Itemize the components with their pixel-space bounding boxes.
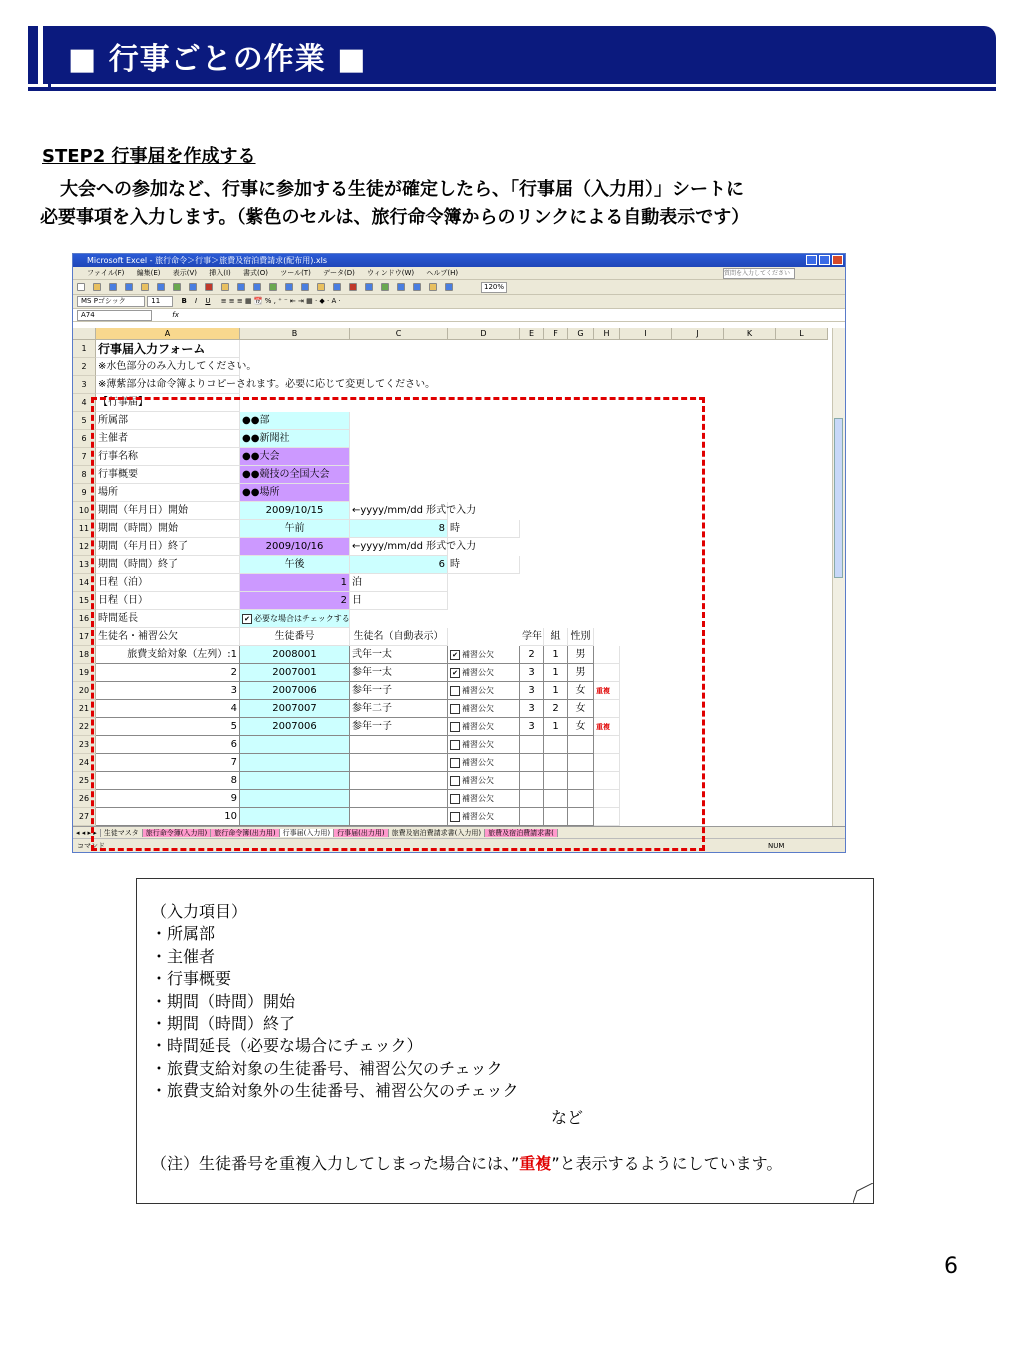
help-search-input[interactable]: 質問を入力してください — [723, 268, 795, 279]
toolbar-tool-icon[interactable] — [429, 283, 437, 291]
toolbar-tool-icon[interactable] — [397, 283, 405, 291]
bold-icon[interactable]: B — [181, 297, 187, 305]
row-header[interactable]: 19 — [73, 664, 96, 682]
title-banner — [28, 26, 996, 90]
toolbar-tool-icon[interactable] — [253, 283, 261, 291]
cell-a[interactable]: 3 — [96, 682, 240, 700]
note-lines — [151, 901, 519, 1103]
column-header-e[interactable]: E — [520, 328, 544, 340]
checkbox-label: 必要な場合はチェックする — [254, 614, 350, 623]
cell-b[interactable]: 生徒番号 — [240, 628, 350, 646]
class-cell[interactable]: 1 — [544, 646, 568, 664]
row-header[interactable]: 25 — [73, 772, 96, 790]
cell-a[interactable]: 行事名称 — [96, 448, 240, 466]
row-header[interactable]: 23 — [73, 736, 96, 754]
column-header-b[interactable]: B — [240, 328, 350, 340]
row-header[interactable]: 5 — [73, 412, 96, 430]
cell-b[interactable]: 午前 — [240, 520, 350, 538]
intro-text — [40, 176, 749, 232]
checkbox-label: 補習公欠 — [462, 650, 494, 659]
student-number-cell[interactable]: 2007001 — [240, 664, 350, 682]
cell-a[interactable]: 行事概要 — [96, 466, 240, 484]
cell-b[interactable]: 午後 — [240, 556, 350, 574]
sheet-tab[interactable]: 旅費及宿泊費請求書( — [485, 829, 558, 837]
cell-f[interactable]: 組 — [544, 628, 568, 646]
column-header-i[interactable]: I — [620, 328, 672, 340]
cell-d[interactable]: 時 — [448, 556, 520, 574]
window-title: Microsoft Excel - 旅行命令＞行事＞旅費及宿泊費請求(配布用).xls — [87, 256, 328, 265]
toolbar-tool-icon[interactable] — [157, 283, 165, 291]
grade-cell[interactable]: 3 — [520, 718, 544, 736]
note-footnote — [151, 1151, 782, 1174]
note-etc: など — [551, 1108, 584, 1127]
cell-c[interactable]: 泊 — [350, 574, 448, 592]
cell-c[interactable]: 6 — [350, 556, 448, 574]
menu-view[interactable]: 表示(V) — [172, 269, 197, 277]
student-name-cell[interactable]: 参年一太 — [350, 664, 448, 682]
row-header[interactable]: 21 — [73, 700, 96, 718]
cell-b[interactable]: 2 — [240, 592, 350, 610]
name-box[interactable]: A74 — [77, 310, 152, 321]
sheet-tab[interactable]: 旅費及宿泊費請求書(入力用) — [389, 829, 485, 837]
cell-a[interactable]: 7 — [96, 754, 240, 772]
row-header[interactable]: 2 — [73, 358, 96, 376]
sheet-tab[interactable]: 行事届(出力用) — [334, 829, 388, 837]
grade-cell[interactable]: 3 — [520, 664, 544, 682]
format-toolbar — [73, 295, 845, 309]
align-icons[interactable]: ≡ ≡ ≡ ▦ 📆 % ‚ ⁺ ⁻ ⇤ ⇥ ▦ · ◆ · A · — [220, 297, 341, 305]
banner-underline — [28, 87, 996, 91]
menu-tools[interactable]: ツール(T) — [280, 269, 311, 277]
row-header[interactable]: 10 — [73, 502, 96, 520]
class-cell[interactable]: 2 — [544, 700, 568, 718]
checkbox-label: 補習公欠 — [462, 776, 494, 785]
zoom-box[interactable]: 120% — [481, 282, 507, 293]
checkbox-label: 補習公欠 — [462, 758, 494, 767]
row-header[interactable]: 7 — [73, 448, 96, 466]
cell-c[interactable]: 日 — [350, 592, 448, 610]
sheet-tab[interactable]: 生徒マスタ — [101, 829, 143, 837]
cell-d[interactable]: 時 — [448, 520, 520, 538]
toolbar-tool-icon[interactable] — [381, 283, 389, 291]
note-line: （入力項目） — [151, 902, 248, 921]
gender-cell[interactable]: 男 — [568, 664, 594, 682]
duplicate-flag: 重複 — [594, 682, 620, 700]
menu-edit[interactable]: 編集(E) — [136, 269, 161, 277]
row-header[interactable]: 16 — [73, 610, 96, 628]
cell-a[interactable]: 日程（泊） — [96, 574, 240, 592]
checkbox-label: 補習公欠 — [462, 704, 494, 713]
row-header[interactable]: 1 — [73, 340, 96, 358]
row-header[interactable]: 20 — [73, 682, 96, 700]
cell-b[interactable]: 2009/10/16 — [240, 538, 350, 556]
cell-a[interactable]: 期間（年月日）終了 — [96, 538, 240, 556]
grade-cell[interactable]: 3 — [520, 700, 544, 718]
cell-b[interactable]: ●●競技の全国大会 — [240, 466, 350, 484]
scroll-thumb[interactable] — [834, 418, 843, 578]
cell-a[interactable]: 【行事届】 — [96, 394, 240, 412]
menu-file[interactable]: ファイル(F) — [87, 269, 125, 277]
toolbar-tool-icon[interactable] — [413, 283, 421, 291]
column-header-a[interactable]: A — [96, 328, 240, 340]
checkbox[interactable]: ✔ — [450, 650, 460, 660]
cell-b[interactable]: ●●新聞社 — [240, 430, 350, 448]
checkbox-label: 補習公欠 — [462, 668, 494, 677]
page-number: 6 — [944, 1254, 958, 1279]
column-header-d[interactable]: D — [448, 328, 520, 340]
column-header-g[interactable]: G — [568, 328, 594, 340]
cell-a[interactable]: 8 — [96, 772, 240, 790]
cell-c[interactable]: ←yyyy/mm/dd 形式で入力 — [350, 502, 448, 520]
row-header[interactable]: 26 — [73, 790, 96, 808]
menu-data[interactable]: データ(D) — [323, 269, 355, 277]
fx-icon: fx — [172, 311, 179, 319]
cell-c[interactable]: 生徒名（自動表示） — [350, 628, 448, 646]
grade-cell[interactable]: 2 — [520, 646, 544, 664]
row-header[interactable]: 17 — [73, 628, 96, 646]
maximize-icon[interactable] — [819, 255, 830, 265]
toolbar-tool-icon[interactable] — [333, 283, 341, 291]
cell-c[interactable]: ←yyyy/mm/dd 形式で入力 — [350, 538, 448, 556]
gender-cell[interactable]: 女 — [568, 718, 594, 736]
class-cell[interactable]: 1 — [544, 682, 568, 700]
note-line: ・期間（時間）開始 — [151, 991, 296, 1011]
foot-post: ”と表示するようにしています。 — [551, 1154, 783, 1173]
cell-b[interactable]: 1 — [240, 574, 350, 592]
note-box — [136, 878, 874, 1204]
student-number-cell[interactable]: 2007007 — [240, 700, 350, 718]
italic-icon[interactable]: I — [195, 297, 198, 305]
student-number-cell[interactable]: 2008001 — [240, 646, 350, 664]
status-num: NUM — [768, 842, 785, 850]
class-cell[interactable]: 1 — [544, 664, 568, 682]
toolbar-tool-icon[interactable] — [221, 283, 229, 291]
cell-a[interactable]: 2 — [96, 664, 240, 682]
checkbox-label: 補習公欠 — [462, 812, 494, 821]
cell-a[interactable]: 10 — [96, 808, 240, 826]
cell-b[interactable]: 2009/10/15 — [240, 502, 350, 520]
toolbar-tool-icon[interactable] — [301, 283, 309, 291]
toolbar-tool-icon[interactable] — [285, 283, 293, 291]
column-header-f[interactable]: F — [544, 328, 568, 340]
note-line: ・所属部 — [151, 924, 216, 944]
toolbar-tool-icon[interactable] — [205, 283, 213, 291]
banner-stripe — [38, 26, 43, 90]
cell-a[interactable]: 期間（時間）開始 — [96, 520, 240, 538]
row-header[interactable]: 18 — [73, 646, 96, 664]
banner-title: ■ 行事ごとの作業 ■ — [68, 42, 367, 77]
cell-a[interactable]: 4 — [96, 700, 240, 718]
sheet-tab[interactable]: 行事届(入力用) — [280, 829, 334, 837]
font-name-select[interactable]: MS Pゴシック — [77, 296, 145, 307]
standard-toolbar — [73, 280, 845, 295]
class-cell[interactable]: 1 — [544, 718, 568, 736]
cell-e[interactable]: 学年 — [520, 628, 544, 646]
toolbar-tool-icon[interactable] — [269, 283, 277, 291]
row-header[interactable]: 6 — [73, 430, 96, 448]
cell-a[interactable]: 生徒名・補習公欠 — [96, 628, 240, 646]
table-row — [73, 376, 833, 394]
row-header[interactable]: 13 — [73, 556, 96, 574]
checkbox-label: 補習公欠 — [462, 722, 494, 731]
toolbar-tool-icon[interactable] — [189, 283, 197, 291]
note-line: ・主催者 — [151, 946, 216, 966]
cell-a[interactable]: 9 — [96, 790, 240, 808]
column-header-h[interactable]: H — [594, 328, 620, 340]
toolbar-tool-icon[interactable] — [173, 283, 181, 291]
checkbox-label: 補習公欠 — [462, 794, 494, 803]
gender-cell[interactable]: 女 — [568, 682, 594, 700]
input-area-highlight — [91, 397, 705, 851]
cell-a[interactable]: 6 — [96, 736, 240, 754]
menu-insert[interactable]: 挿入(I) — [209, 269, 231, 277]
sheet-tab[interactable]: 旅行命令簿(出力用) — [211, 829, 279, 837]
checkbox[interactable]: ✔ — [450, 668, 460, 678]
toolbar-tool-icon[interactable] — [445, 283, 453, 291]
minimize-icon[interactable] — [806, 255, 817, 265]
note-line: ・行事概要 — [151, 969, 232, 989]
row-header[interactable]: 3 — [73, 376, 96, 394]
checkbox-label: 補習公欠 — [462, 740, 494, 749]
gender-cell[interactable]: 男 — [568, 646, 594, 664]
cell-b[interactable]: ●●大会 — [240, 448, 350, 466]
row-header[interactable]: 24 — [73, 754, 96, 772]
intro-line-1: 大会への参加など、行事に参加する生徒が確定したら、「行事届（入力用）」シートに — [60, 179, 744, 200]
toolbar-tool-icon[interactable] — [317, 283, 325, 291]
menu-bar — [73, 267, 845, 280]
toolbar-tool-icon[interactable] — [93, 283, 101, 291]
student-number-cell[interactable]: 2007006 — [240, 682, 350, 700]
toolbar-tool-icon[interactable] — [125, 283, 133, 291]
cell-a[interactable]: 5 — [96, 718, 240, 736]
checkbox-label: 補習公欠 — [462, 686, 494, 695]
cell-c[interactable]: 8 — [350, 520, 448, 538]
student-name-cell[interactable]: 参年一子 — [350, 682, 448, 700]
cell-a[interactable]: ※薄紫部分は命令簿よりコピーされます。必要に応じて変更してください。 — [96, 376, 240, 394]
duplicate-flag: 重複 — [594, 718, 620, 736]
row-header[interactable]: 22 — [73, 718, 96, 736]
font-size-select[interactable]: 11 — [147, 296, 173, 307]
gender-cell[interactable]: 女 — [568, 700, 594, 718]
toolbar-tool-icon[interactable] — [365, 283, 373, 291]
cell-a[interactable]: 旅費支給対象（左列）:1 — [96, 646, 240, 664]
toolbar-tool-icon[interactable] — [349, 283, 357, 291]
row-header[interactable]: 14 — [73, 574, 96, 592]
vertical-scrollbar[interactable] — [832, 328, 845, 826]
toolbar-tool-icon[interactable] — [77, 283, 85, 291]
cell-a[interactable]: 所属部 — [96, 412, 240, 430]
select-all-corner[interactable] — [73, 328, 96, 340]
menu-window[interactable]: ウィンドウ(W) — [367, 269, 415, 277]
cell-b[interactable]: ●●場所 — [240, 484, 350, 502]
cell-a[interactable]: 主催者 — [96, 430, 240, 448]
cell-a[interactable]: 期間（時間）終了 — [96, 556, 240, 574]
column-header-k[interactable]: K — [724, 328, 776, 340]
student-name-cell[interactable]: 参年二子 — [350, 700, 448, 718]
status-mode: コマンド — [77, 842, 105, 850]
student-name-cell[interactable]: 弐年一太 — [350, 646, 448, 664]
sheet-nav-icons[interactable]: ◂ ◂ ▸ ▸ — [73, 829, 101, 837]
row-header[interactable]: 15 — [73, 592, 96, 610]
row-header[interactable]: 9 — [73, 484, 96, 502]
cell-a[interactable]: ※水色部分のみ入力してください。 — [96, 358, 240, 376]
step-title: STEP2 行事届を作成する — [42, 146, 256, 167]
row-header[interactable]: 27 — [73, 808, 96, 826]
row-header[interactable]: 11 — [73, 520, 96, 538]
formula-bar — [73, 309, 845, 322]
grade-cell[interactable]: 3 — [520, 682, 544, 700]
row-header[interactable]: 4 — [73, 394, 96, 412]
page-curl-icon — [853, 1183, 873, 1203]
row-header[interactable]: 8 — [73, 466, 96, 484]
student-number-cell[interactable]: 2007006 — [240, 718, 350, 736]
table-row — [73, 358, 833, 376]
toolbar-tool-icon[interactable] — [109, 283, 117, 291]
row-header[interactable]: 12 — [73, 538, 96, 556]
cell-a[interactable]: 場所 — [96, 484, 240, 502]
checkbox[interactable]: ✔ — [242, 614, 252, 624]
column-header-c[interactable]: C — [350, 328, 448, 340]
sheet-tab[interactable]: 旅行命令簿(入力用) — [143, 829, 211, 837]
intro-line-2: 必要事項を入力します。（紫色のセルは、旅行命令簿からのリンクによる自動表示です） — [40, 207, 750, 228]
column-header-j[interactable]: J — [672, 328, 724, 340]
column-header-l[interactable]: L — [776, 328, 828, 340]
cell-a[interactable]: 期間（年月日）開始 — [96, 502, 240, 520]
foot-highlight: 重複 — [519, 1154, 552, 1173]
menu-help[interactable]: ヘルプ(H) — [426, 269, 459, 277]
excel-titlebar — [73, 254, 845, 267]
student-name-cell[interactable]: 参年一子 — [350, 718, 448, 736]
cell-b[interactable]: ●●部 — [240, 412, 350, 430]
note-line: ・旅費支給対象外の生徒番号、補習公欠のチェック — [151, 1081, 519, 1101]
toolbar-tool-icon[interactable] — [141, 283, 149, 291]
toolbar-tool-icon[interactable] — [237, 283, 245, 291]
underline-icon[interactable]: U — [205, 297, 211, 305]
table-row — [73, 340, 833, 358]
note-line: ・期間（時間）終了 — [151, 1014, 296, 1034]
cell-a[interactable]: 行事届入力フォーム — [96, 340, 240, 358]
cell-a[interactable]: 時間延長 — [96, 610, 240, 628]
cell-g[interactable]: 性別 — [568, 628, 594, 646]
note-line: ・時間延長（必要な場合にチェック） — [151, 1036, 423, 1056]
close-icon[interactable] — [832, 255, 843, 265]
menu-format[interactable]: 書式(O) — [242, 269, 268, 277]
cell-a[interactable]: 日程（日） — [96, 592, 240, 610]
banner-stripe-inner — [48, 26, 51, 90]
foot-pre: （注）生徒番号を重複入力してしまった場合には、” — [151, 1154, 520, 1173]
note-line: ・旅費支給対象の生徒番号、補習公欠のチェック — [151, 1058, 503, 1078]
